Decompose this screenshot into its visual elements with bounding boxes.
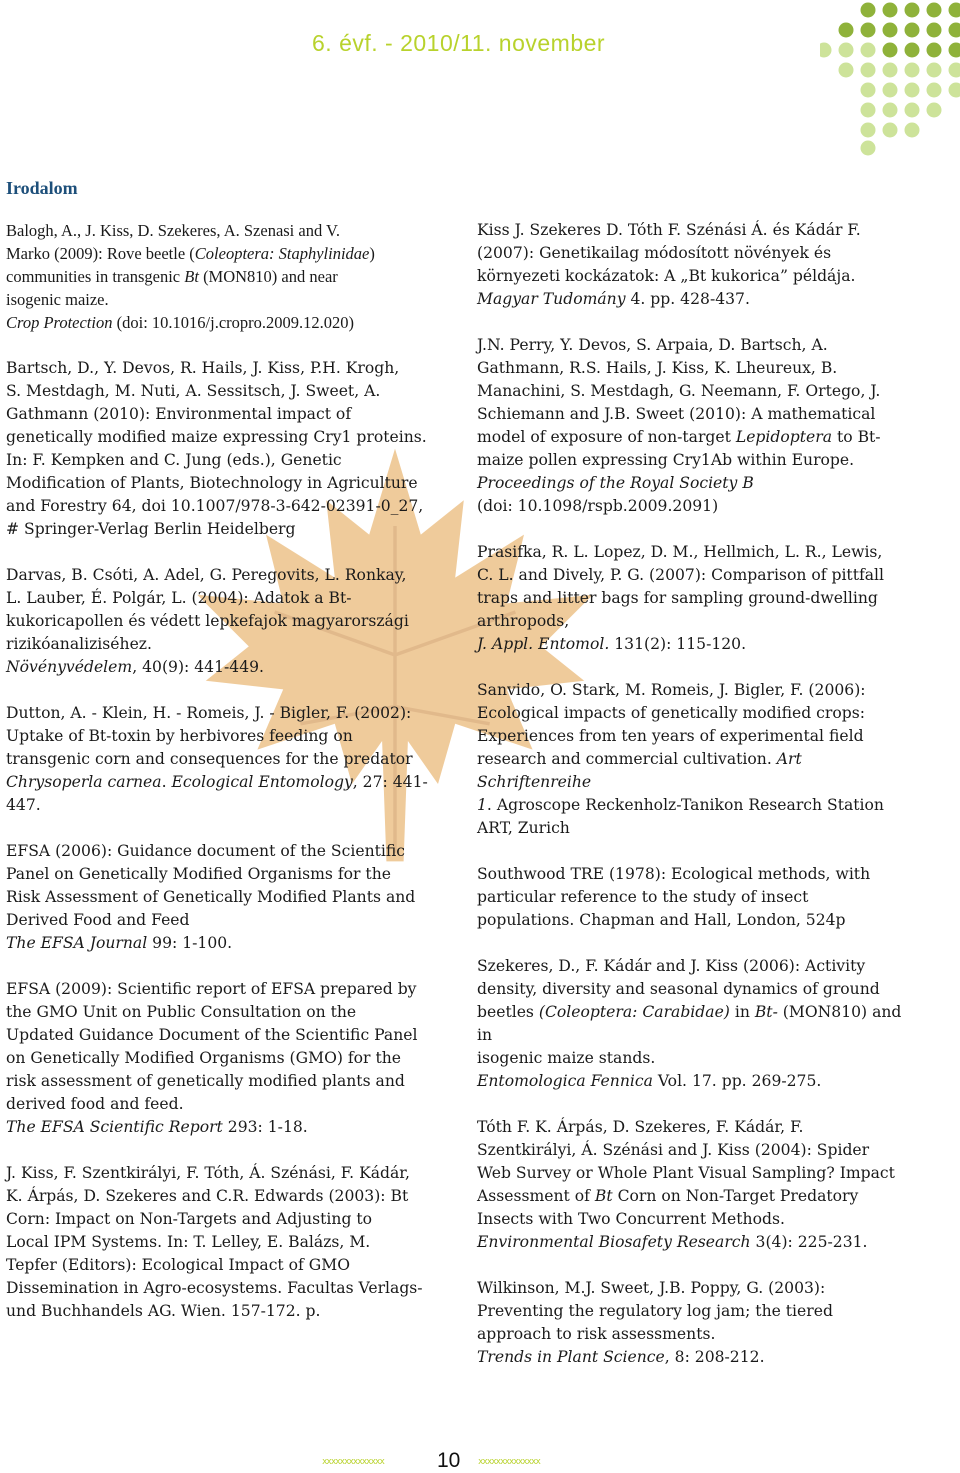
reference-text: Darvas, B. Csóti, A. Adel, G. Peregovits, L. Ronkay, L. Lauber, É. Polgár, L. (2004): Adatok a Bt- kukoricapollen és védett lepkefajok magyarországi rizikóanaliziséhez.: [6, 566, 409, 653]
reference-italic-text: Coleoptera: Staphylinidae: [195, 244, 370, 263]
decorative-dot: [905, 43, 920, 58]
footer-decoration-right: xxxxxxxxxxxxxx: [478, 1457, 540, 1467]
decorative-dot: [905, 83, 920, 98]
decorative-dot: [927, 63, 942, 78]
reference-italic-text: Bt: [595, 1187, 613, 1205]
reference-text: 131(2): 115-120.: [609, 635, 746, 653]
reference-entry: [477, 541, 917, 656]
decorative-dot: [883, 63, 898, 78]
reference-italic-text: The EFSA Journal: [6, 934, 147, 952]
reference-entry: [6, 1162, 446, 1323]
reference-italic-text: J. Appl. Entomol.: [477, 635, 609, 653]
footer-decoration-left: xxxxxxxxxxxxxx: [322, 1457, 384, 1467]
reference-text: Vol. 17. pp. 269-275.: [653, 1072, 821, 1090]
reference-entry: [477, 863, 917, 932]
decorative-dot: [949, 3, 960, 18]
reference-entry: [477, 219, 917, 311]
decorative-dot: [949, 23, 960, 38]
decorative-dot: [927, 83, 942, 98]
decorative-dot: [883, 23, 898, 38]
reference-text: Corn on Non-Target Predatory Insects with Two Concurrent Methods.: [477, 1187, 858, 1228]
reference-text: (MON810) and near isogenic maize.: [6, 267, 338, 309]
decorative-dot: [949, 63, 960, 78]
decorative-dot: [839, 23, 854, 38]
reference-text: 293: 1-18.: [223, 1118, 308, 1136]
decorative-dot: [861, 141, 876, 156]
decorative-dot: [883, 123, 898, 138]
reference-text: in: [730, 1003, 755, 1021]
reference-text: Dutton, A. - Klein, H. - Romeis, J. - Bigler, F. (2002): Uptake of Bt-toxin by herbivores feeding on transgenic corn and consequences for the predator: [6, 704, 413, 768]
reference-italic-text: Magyar Tudomány: [477, 290, 626, 308]
reference-italic-text: (Coleoptera: Carabidae): [539, 1003, 730, 1021]
reference-text: Southwood TRE (1978): Ecological methods, with particular reference to the study of insect populations. Chapman and Hall, London, 524p: [477, 865, 870, 929]
reference-text: Wilkinson, M.J. Sweet, J.B. Poppy, G. (2003): Preventing the regulatory log jam; the tiered approach to risk assessments.: [477, 1279, 833, 1343]
decorative-dot: [949, 83, 960, 98]
reference-entry: [6, 978, 446, 1139]
reference-entry: [6, 564, 446, 679]
reference-entry: [6, 840, 446, 955]
reference-text: (doi: 10.1098/rspb.2009.2091): [477, 497, 718, 515]
reference-italic-text: The EFSA Scientific Report: [6, 1118, 223, 1136]
decorative-dot: [927, 43, 942, 58]
reference-text: ) communities in transgenic: [6, 244, 375, 286]
decorative-dot: [861, 43, 876, 58]
reference-italic-text: Növényvédelem: [6, 658, 132, 676]
reference-text: EFSA (2006): Guidance document of the Scientific Panel on Genetically Modified Organisms for the Risk Assessment of Genetically Modified Plants and Derived Food and Feed: [6, 842, 415, 929]
reference-entry: [477, 955, 917, 1093]
reference-italic-text: Chrysoperla carnea: [6, 773, 162, 791]
reference-text: , 8: 208-212.: [665, 1348, 765, 1366]
reference-text: 3(4): 225-231.: [751, 1233, 868, 1251]
reference-entry: [6, 357, 446, 541]
reference-text: .: [162, 773, 172, 791]
reference-text: Prasifka, R. L. Lopez, D. M., Hellmich, L. R., Lewis, C. L. and Dively, P. G. (2007): Comparison of pittfall traps and litter bags for sampling ground-dwelling arthropods,: [477, 543, 884, 630]
decorative-dot: [861, 63, 876, 78]
decorative-dot: [861, 103, 876, 118]
reference-text: J. Kiss, F. Szentkirályi, F. Tóth, Á. Szénási, F. Kádár, K. Árpás, D. Szekeres and C.R. Edwards (2003): Bt Corn: Impact on Non-Targets and Adjusting to Local IPM Systems. In: T. Lelley, E. Balázs, M. Tepfer (Editors): Ecological Impact of GMO Dissemination in Agro-ecosystems. Facultas Verlags- und Buchhandels AG. Wien. 157-172. p.: [6, 1164, 423, 1320]
reference-italic-text: Bt: [184, 267, 199, 286]
reference-italic-text: Crop Protection: [6, 313, 112, 332]
decorative-dot-grid: [820, 0, 960, 160]
reference-italic-text: Bt-: [755, 1003, 778, 1021]
decorative-dot: [905, 123, 920, 138]
reference-text: (MON810) and in isogenic maize stands.: [477, 1003, 901, 1067]
reference-italic-text: Lepidoptera: [736, 428, 832, 446]
reference-text: (doi: 10.1016/j.cropro.2009.12.020): [112, 313, 354, 332]
reference-text: Sanvido, O. Stark, M. Romeis, J. Bigler, F. (2006): Ecological impacts of genetically modified crops: Experiences from ten years of experimental field research and commercial cultivation.: [477, 681, 866, 768]
decorative-dot: [905, 103, 920, 118]
reference-entry: [477, 334, 917, 518]
decorative-dot: [883, 103, 898, 118]
decorative-dot: [861, 3, 876, 18]
reference-text: Balogh, A., J. Kiss, D. Szekeres, A. Szenasi and V. Marko (2009): Rove beetle (: [6, 221, 340, 263]
decorative-dot: [905, 3, 920, 18]
reference-italic-text: Environmental Biosafety Research: [477, 1233, 751, 1251]
reference-text: J.N. Perry, Y. Devos, S. Arpaia, D. Bartsch, A. Gathmann, R.S. Hails, J. Kiss, K. Lheureux, B. Manachini, S. Mestdagh, G. Neemann, F. Ortego, J. Schiemann and J.B. Sweet (2010): A mathematical model of exposure of non-target: [477, 336, 880, 446]
reference-italic-text: Ecological Entomology: [172, 773, 353, 791]
reference-text: , 40(9): 441-449.: [132, 658, 264, 676]
decorative-dot: [861, 123, 876, 138]
references-left-column: [6, 219, 446, 1346]
decorative-dot: [883, 3, 898, 18]
reference-text: , 27: 441-447.: [6, 773, 428, 814]
reference-text: Szekeres, D., F. Kádár and J. Kiss (2006): Activity density, diversity and seasonal dynamics of ground beetles: [477, 957, 880, 1021]
reference-italic-text: Entomologica Fennica: [477, 1072, 653, 1090]
references-right-column: [477, 219, 917, 1392]
decorative-dot: [883, 43, 898, 58]
decorative-dot: [883, 83, 898, 98]
reference-text: Kiss J. Szekeres D. Tóth F. Szénási Á. és Kádár F. (2007): Genetikailag módosított növények és környezeti kockázatok: A „Bt kukorica” példája.: [477, 221, 861, 285]
reference-italic-text: Trends in Plant Science: [477, 1348, 665, 1366]
reference-text: Tóth F. K. Árpás, D. Szekeres, F. Kádár, F. Szentkirályi, Á. Szénási and J. Kiss (2004): Spider Web Survey or Whole Plant Visual Sampling? Impact Assessment of: [477, 1118, 895, 1205]
reference-entry: [6, 219, 446, 334]
reference-text: EFSA (2009): Scientific report of EFSA prepared by the GMO Unit on Public Consultation on the Updated Guidance Document of the Scientific Panel on Genetically Modified Organisms (GMO) for the risk assessment of genetically modified plants and derived food and feed.: [6, 980, 418, 1113]
reference-italic-text: Art Schriftenreihe 1: [477, 750, 802, 814]
reference-italic-text: Proceedings of the Royal Society B: [477, 474, 754, 492]
page-number: 10: [437, 1449, 460, 1473]
decorative-dot: [861, 23, 876, 38]
reference-entry: [477, 679, 917, 840]
decorative-dot: [839, 63, 854, 78]
decorative-dot: [820, 43, 832, 58]
reference-entry: [477, 1277, 917, 1369]
reference-text: Bartsch, D., Y. Devos, R. Hails, J. Kiss, P.H. Krogh, S. Mestdagh, M. Nuti, A. Sessitsch, J. Sweet, A. Gathmann (2010): Environmental impact of genetically modified maize expressing Cry1 proteins. In: F. Kempken and C. Jung (eds.), Genetic Modification of Plants, Biotechnology in Agriculture and Forestry 64, doi 10.1007/978-3-642-02391-0_27, # Springer-Verlag Berlin Heidelberg: [6, 359, 427, 538]
reference-text: . Agroscope Reckenholz-Tanikon Research Station ART, Zurich: [477, 796, 884, 837]
section-title: Irodalom: [6, 178, 78, 199]
decorative-dot: [927, 23, 942, 38]
decorative-dot: [839, 43, 854, 58]
decorative-dot: [861, 83, 876, 98]
decorative-dot: [927, 3, 942, 18]
decorative-dot: [905, 63, 920, 78]
reference-entry: [6, 702, 446, 817]
decorative-dot: [949, 43, 960, 58]
reference-text: 99: 1-100.: [147, 934, 232, 952]
issue-header: 6. évf. - 2010/11. november: [312, 30, 605, 57]
reference-entry: [477, 1116, 917, 1254]
reference-text: to Bt- maize pollen expressing Cry1Ab within Europe.: [477, 428, 881, 469]
decorative-dot: [927, 103, 942, 118]
decorative-dot: [905, 23, 920, 38]
reference-text: 4. pp. 428-437.: [626, 290, 750, 308]
